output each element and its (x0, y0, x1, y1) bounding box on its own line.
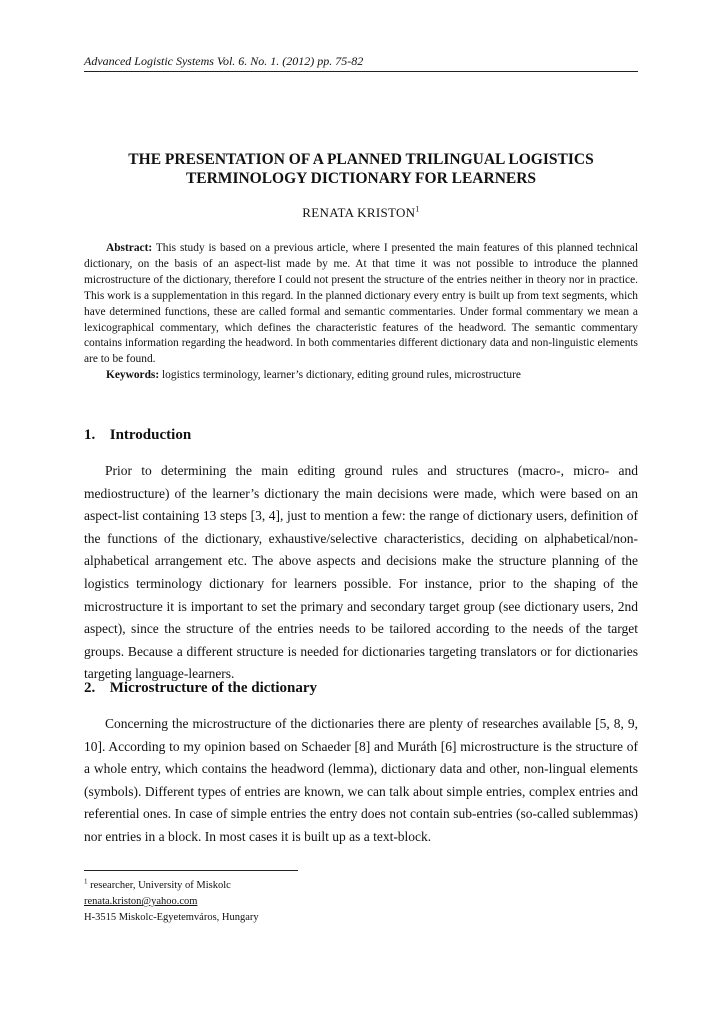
paper-title (84, 150, 638, 188)
footnote-mark: 1 (84, 877, 88, 886)
keywords-label: Keywords: (106, 369, 160, 382)
abstract (84, 241, 638, 384)
section-title: Introduction (109, 427, 192, 443)
title-line-1: THE PRESENTATION OF A PLANNED TRILINGUAL LOGISTICS (128, 151, 594, 168)
microstructure-paragraph: Concerning the microstructure of the dictionaries there are plenty of researches available [5, 8, 9, 10]. According to my opinion based on Schaeder [8] and Muráth [6] microstructure is the structure of a whole entry, which contains the headword (lemma), dictionary data and other, non-lingual elements (symbols). Different types of entries are known, we can talk about simple entries, complex entries and referential ones. In case of simple entries the entry does not contain sub-entries (so-called sublemmas) nor entries in a block. In most cases it is built up as a text-block. (84, 716, 638, 844)
footnote-address: H-3515 Miskolc-Egyetemváros, Hungary (84, 912, 259, 923)
abstract-paragraph (84, 241, 638, 368)
footnote-affiliation-line (84, 878, 638, 894)
introduction-paragraph: Prior to determining the main editing ground rules and structures (macro-, micro- and mediostructure) of the learner’s dictionary the main decisions were made, which were based on an aspect-list containing 13 steps [3, 4], just to mention a few: the range of dictionary users, definition of the functions of the dictionary, exhaustive/selective characteristics, deciding on alphabetical/non-alphabetical arrangement etc. The above aspects and decisions make the structure planning of the logistics terminology dictionary for learners possible. For instance, prior to the shaping of the microstructure it is important to set the primary and secondary target group (see dictionary users, 2nd aspect), since the structure of the entries needs to be tailored according to the needs of the target groups. Because a different structure is needed for dictionaries targeting translators or for dictionaries targeting language-learners. (84, 463, 638, 682)
footnote (84, 878, 638, 926)
footnote-affiliation: researcher, University of Miskolc (90, 880, 231, 891)
header-rule (84, 71, 638, 72)
keywords-paragraph (84, 368, 638, 384)
author-footnote-mark: 1 (415, 204, 420, 214)
author-email-link[interactable]: renata.kriston@yahoo.com (84, 896, 198, 907)
abstract-text: This study is based on a previous article, where I presented the main features of this planned technical dictionary, on the basis of an aspect-list made by me. At that time it was not possible to introduce the planned microstructure of the dictionary, therefore I could not present the structure of the entries neither in theory nor in practice. This work is a supplementation in this regard. In the planned dictionary every entry is built up from text segments, which have determined functions, these are called formal and semantic commentaries. Under formal commentary we mean a lexicographical commentary, which defines the characteristic features of the headword. The semantic commentary contains information regarding the headword. In both commentaries different dictionary data and non-linguistic elements are to be found. (84, 242, 638, 366)
section-heading-microstructure (84, 679, 638, 697)
keywords-text: logistics terminology, learner’s dictionary, editing ground rules, microstructure (162, 369, 521, 382)
abstract-label: Abstract: (106, 242, 153, 254)
section-heading-introduction (84, 426, 638, 444)
footnote-rule (84, 870, 298, 871)
running-head: Advanced Logistic Systems Vol. 6. No. 1. (2012) pp. 75-82 (84, 54, 364, 68)
section-number: 2. (84, 680, 96, 696)
section-title: Microstructure of the dictionary (109, 680, 318, 696)
section-number: 1. (84, 427, 96, 443)
author-name: RENATA KRISTON (302, 205, 416, 220)
title-line-2: TERMINOLOGY DICTIONARY FOR LEARNERS (185, 170, 537, 187)
author-line (84, 205, 638, 221)
